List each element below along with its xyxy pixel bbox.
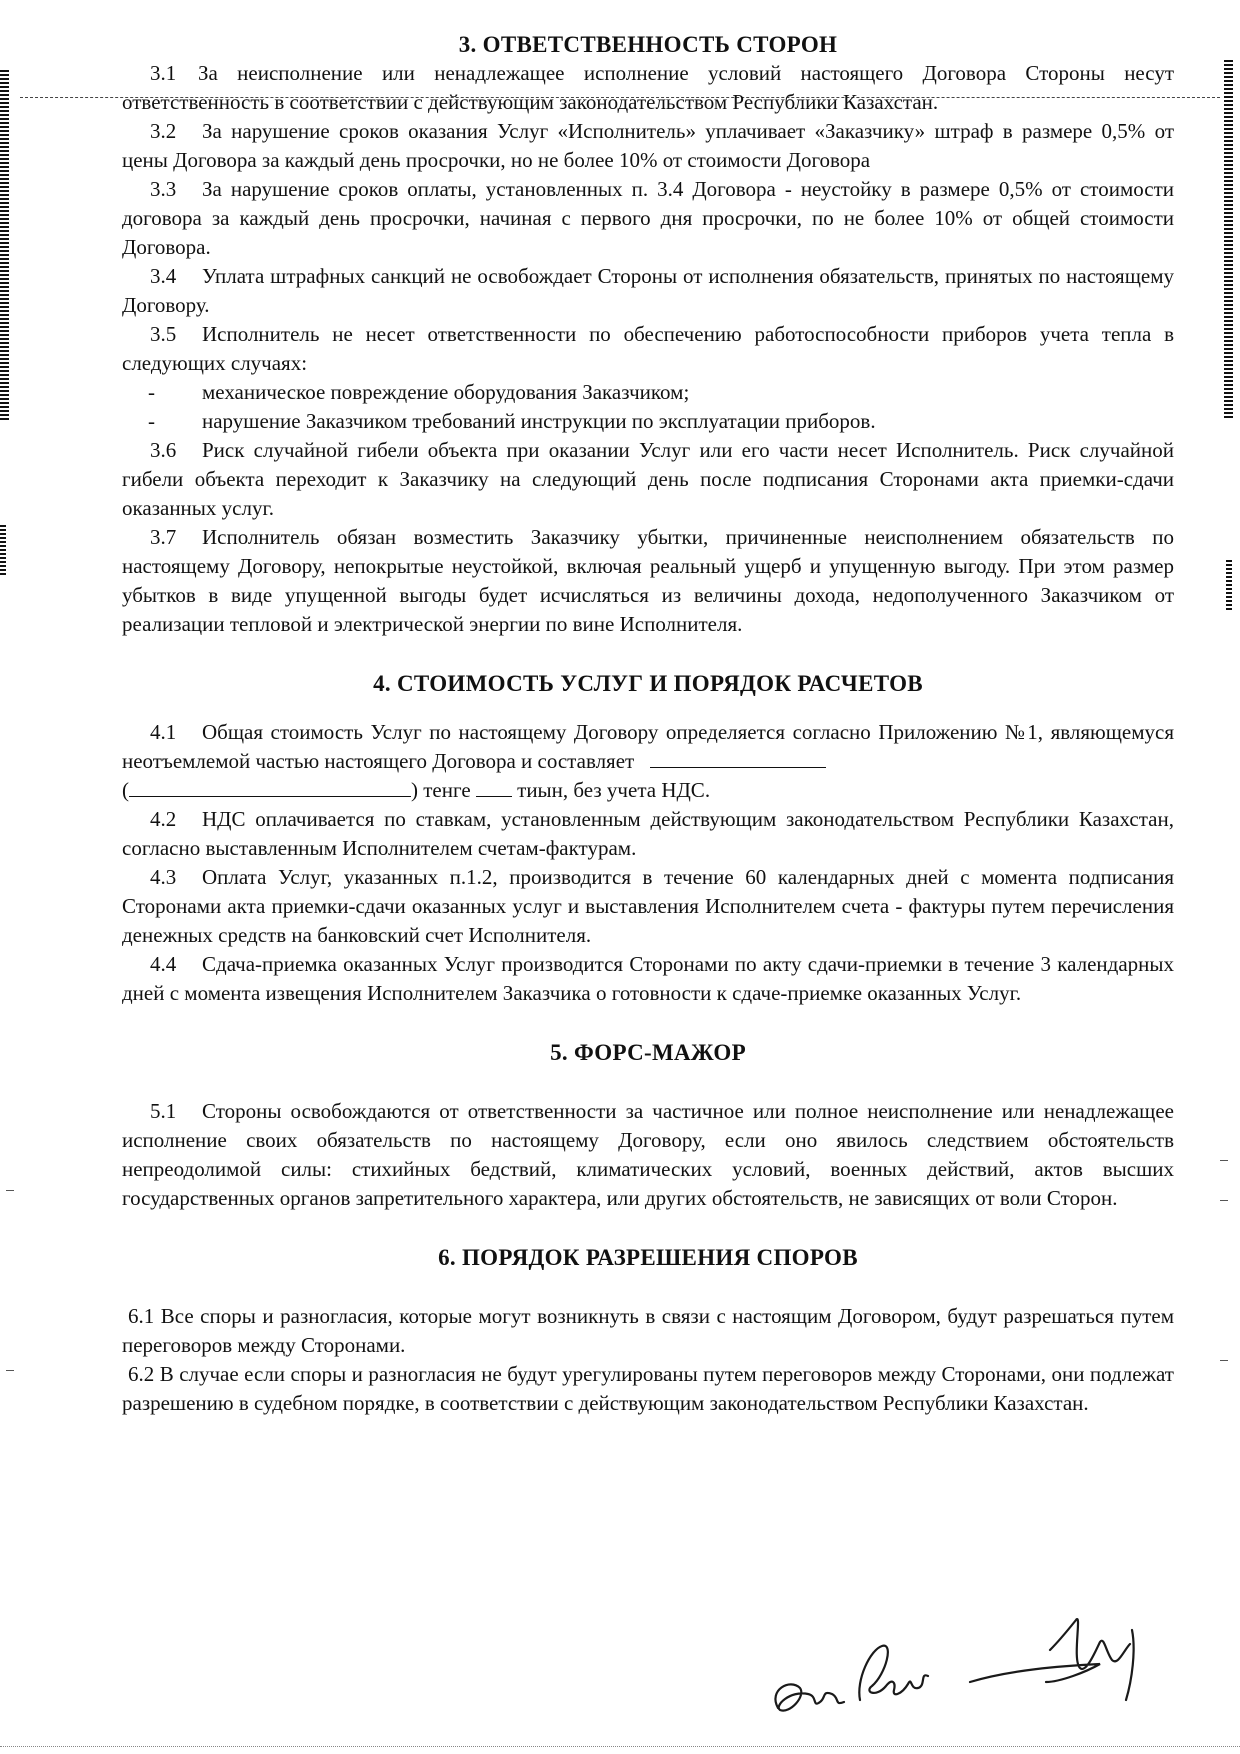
clause-6-2 xyxy=(122,1360,1174,1418)
scan-mark xyxy=(6,1370,14,1371)
clause-number: 4.3 xyxy=(150,865,177,889)
scan-mark xyxy=(1220,1360,1228,1361)
clause-text: Оплата Услуг, указанных п.1.2, производится в течение 60 календарных дней с момента подписания Сторонами акта приемки-сдачи оказанных услуг и выставления Исполнителем счета - фактуры путем перечисления денежных средств на банковский счет Исполнителя. xyxy=(122,865,1174,947)
scan-mark xyxy=(1220,1200,1228,1201)
amount-blank xyxy=(650,747,826,768)
clause-number: 4.2 xyxy=(150,807,177,831)
clause-4-3 xyxy=(122,863,1174,950)
clause-3-2 xyxy=(122,117,1174,175)
currency-text: ) тенге xyxy=(411,778,471,802)
list-item xyxy=(122,378,1174,407)
clause-4-2 xyxy=(122,805,1174,863)
scan-margin-left xyxy=(0,70,9,420)
signature-1 xyxy=(775,1684,844,1710)
clause-text: Уплата штрафных санкций не освобождает Стороны от исполнения обязательств, принятых по настоящему Договору. xyxy=(122,264,1174,317)
section-3-heading: 3. ОТВЕТСТВЕННОСТЬ СТОРОН xyxy=(458,32,838,57)
clause-4-1 xyxy=(122,718,1174,805)
amount-words-blank xyxy=(129,776,411,797)
clause-text: Исполнитель обязан возместить Заказчику убытки, причиненные неисполнением обязательств по настоящему Договору, непокрытые неустойкой, включая реальный ущерб и упущенную выгоду. При этом размер убытков в виде упущенной выгоды будет исчисляться из величины дохода, недополученного Заказчиком от реализации тепловой и электрической энергии по вине Исполнителя. xyxy=(122,525,1174,636)
clause-text: За нарушение сроков оплаты, установленных п. 3.4 Договора - неустойку в размере 0,5% от стоимости договора за каждый день просрочки, начиная с первого дня просрочки, по не более 10% от общей стоимости Договора. xyxy=(122,177,1174,259)
clause-4-4 xyxy=(122,950,1174,1008)
signatures xyxy=(760,1590,1180,1730)
scan-margin-left-lower xyxy=(0,525,6,575)
section-5-heading: 5. ФОРС-МАЖОР xyxy=(550,1040,746,1065)
clause-text: Все споры и разногласия, которые могут возникнуть в связи с настоящим Договором, будут разрешаться путем переговоров между Сторонами. xyxy=(122,1304,1174,1357)
clause-3-5 xyxy=(122,320,1174,378)
clause-number: 5.1 xyxy=(150,1099,177,1123)
scan-mark xyxy=(1220,1160,1228,1161)
tiyn-blank xyxy=(476,776,512,797)
list-item-text: механическое повреждение оборудования Заказчиком; xyxy=(202,380,690,404)
bullet-dash: - xyxy=(148,409,155,433)
clause-text: Исполнитель не несет ответственности по обеспечению работоспособности приборов учета тепла в следующих случаях: xyxy=(122,322,1174,375)
clause-3-3 xyxy=(122,175,1174,262)
document-body xyxy=(122,30,1174,1418)
clause-number: 6.1 xyxy=(128,1304,155,1328)
scan-margin-right xyxy=(1224,60,1233,420)
vat-note: тиын, без учета НДС. xyxy=(517,778,711,802)
clause-number: 3.2 xyxy=(150,119,177,143)
clause-text: Стороны освобождаются от ответственности за частичное или полное неисполнение или ненадлежащее исполнение своих обязательств по настоящему Договору, если оно явилось следствием обстоятельств непреодолимой силы: стихийных бедствий, климатических условий, военных действий, актов высших государственных органов запретительного характера, или других обстоятельств, не зависящих от воли Сторон. xyxy=(122,1099,1174,1210)
clause-3-1 xyxy=(122,59,1174,117)
clause-text: Риск случайной гибели объекта при оказании Услуг или его части несет Исполнитель. Риск случайной гибели объекта переходит к Заказчику на следующий день после подписания Сторонами акта приемки-сдачи оказанных услуг. xyxy=(122,438,1174,520)
scan-margin-right-lower xyxy=(1226,560,1232,610)
clause-text: За неисполнение или ненадлежащее исполнение условий настоящего Договора Стороны несут ответственность в соответствии с действующим законодательством Республики Казахстан. xyxy=(122,61,1174,114)
clause-number: 6.2 xyxy=(128,1362,155,1386)
scan-line xyxy=(0,1746,1240,1747)
clause-number: 4.1 xyxy=(150,720,177,744)
list-item-text: нарушение Заказчиком требований инструкции по эксплуатации приборов. xyxy=(202,409,876,433)
clause-number: 4.4 xyxy=(150,952,177,976)
clause-number: 3.6 xyxy=(150,438,177,462)
signature-2 xyxy=(859,1646,928,1700)
section-6-heading: 6. ПОРЯДОК РАЗРЕШЕНИЯ СПОРОВ xyxy=(438,1245,858,1270)
clause-number: 3.4 xyxy=(150,264,177,288)
paren-open: ( xyxy=(122,778,129,802)
clause-text: Общая стоимость Услуг по настоящему Договору определяется согласно Приложению №1, являющемуся неотъемлемой частью настоящего Договора и составляет xyxy=(122,720,1174,773)
clause-number: 3.1 xyxy=(150,61,177,85)
clause-text: В случае если споры и разногласия не будут урегулированы путем переговоров между Сторонами, они подлежат разрешению в судебном порядке, в соответствии с действующим законодательством Республики Казахстан. xyxy=(122,1362,1174,1415)
clause-number: 3.7 xyxy=(150,525,177,549)
clause-3-7 xyxy=(122,523,1174,639)
clause-3-4 xyxy=(122,262,1174,320)
clause-number: 3.3 xyxy=(150,177,177,201)
section-4-heading: 4. СТОИМОСТЬ УСЛУГ И ПОРЯДОК РАСЧЕТОВ xyxy=(373,671,923,696)
clause-3-6 xyxy=(122,436,1174,523)
clause-number: 3.5 xyxy=(150,322,177,346)
scan-mark xyxy=(6,1190,14,1191)
signature-3 xyxy=(970,1619,1134,1700)
clause-text: Сдача-приемка оказанных Услуг производится Сторонами по акту сдачи-приемки в течение 3 календарных дней с момента извещения Исполнителем Заказчика о готовности к сдаче-приемке оказанных Услуг. xyxy=(122,952,1174,1005)
clause-text: НДС оплачивается по ставкам, установленным действующим законодательством Республики Казахстан, согласно выставленным Исполнителем счетам-фактурам. xyxy=(122,807,1174,860)
bullet-dash: - xyxy=(148,380,155,404)
clause-text: За нарушение сроков оказания Услуг «Исполнитель» уплачивает «Заказчику» штраф в размере 0,5% от цены Договора за каждый день просрочки, но не более 10% от стоимости Договора xyxy=(122,119,1174,172)
clause-6-1 xyxy=(122,1302,1174,1360)
clause-5-1 xyxy=(122,1097,1174,1213)
list-item xyxy=(122,407,1174,436)
